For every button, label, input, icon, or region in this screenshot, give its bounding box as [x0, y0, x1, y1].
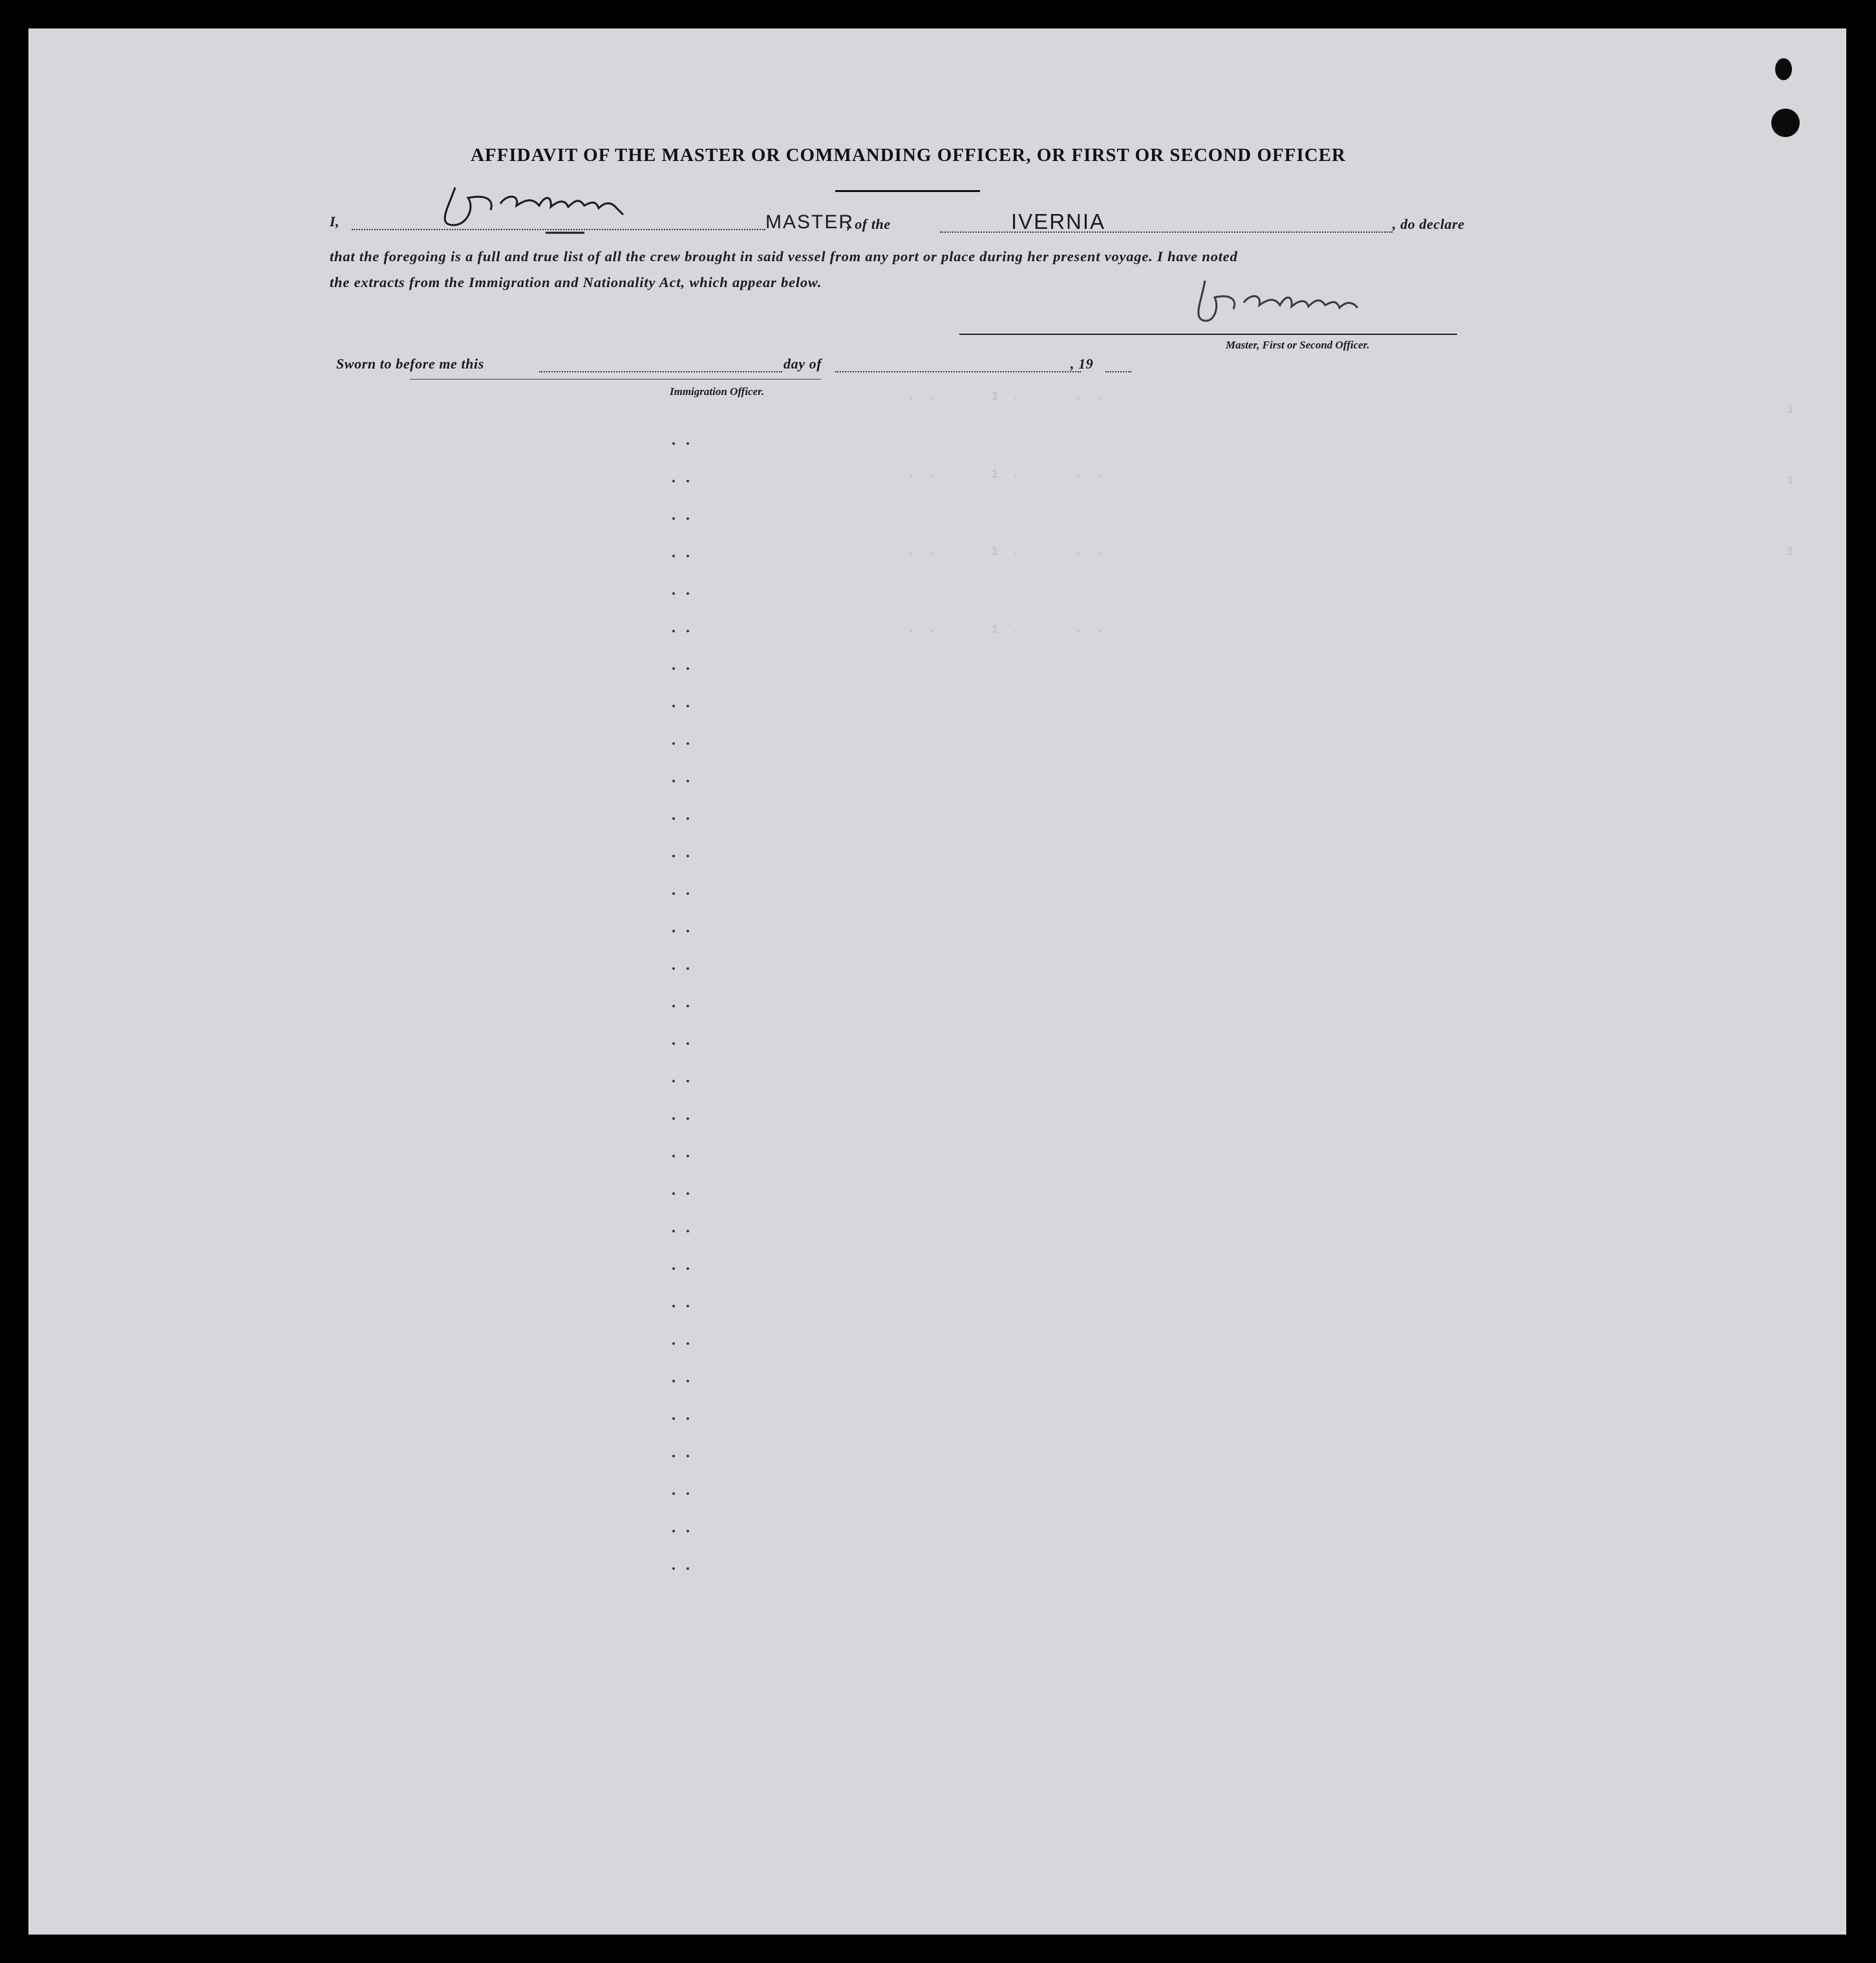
declaration-line-2: that the foregoing is a full and true list of all the crew brought in said vessel from any port or place during her present voyage. I have noted	[330, 248, 1238, 264]
ledger-dot	[672, 742, 675, 745]
sworn-month-field	[835, 371, 1081, 372]
ledger-dot	[672, 855, 675, 857]
ledger-dot	[687, 1567, 689, 1570]
sworn-year-field	[1105, 371, 1131, 372]
ledger-dot	[672, 1155, 675, 1157]
ledger-dot	[687, 1005, 689, 1007]
do-declare-label: , do declare	[1392, 216, 1465, 232]
signature-caption: Master, First or Second Officer.	[1226, 339, 1370, 351]
handwritten-signature-master	[1179, 274, 1373, 332]
ledger-dot	[672, 517, 675, 520]
ledger-dot	[687, 855, 689, 857]
ledger-dot	[672, 630, 675, 632]
ledger-dot	[687, 1305, 689, 1307]
sworn-label: Sworn to before me this	[336, 356, 484, 372]
ledger-dot	[672, 1005, 675, 1007]
ledger-dot	[672, 705, 675, 707]
ledger-dot	[687, 1342, 689, 1345]
ledger-dot	[672, 1230, 675, 1232]
ledger-dot	[687, 1117, 689, 1120]
ledger-dot	[672, 555, 675, 557]
vessel-field-line	[940, 231, 1392, 233]
ledger-dot	[687, 517, 689, 520]
punch-hole-bottom	[1771, 109, 1800, 137]
ledger-dot	[672, 1117, 675, 1120]
line1-prefix: I,	[330, 213, 340, 230]
ledger-dot	[687, 1492, 689, 1495]
ledger-dot	[687, 592, 689, 595]
ledger-dot	[687, 1530, 689, 1532]
ledger-dot	[672, 1530, 675, 1532]
ledger-dot	[672, 480, 675, 482]
ledger-dot	[672, 780, 675, 782]
ledger-dot	[687, 1042, 689, 1045]
document-sheet: . . 1 . . . . . 1 . . . . . 1 . . . . . 1 . . . 1 1 1 AFFIDAVIT OF THE MASTER OR COMMANDING OFFICER, OR FIRST OR SECOND OFFICER I, MASTER , of the IVERNIA , do declare that the foregoing is a full and true list of all the crew brought in said vessel from any port or place during her present voyage. I have noted the extracts from the Immigration and Nationality Act, which appear below. Master, First or Second Officer. Sworn to before me this day of , 19 Immigration Officer.	[28, 28, 1846, 1935]
ledger-dot	[687, 1455, 689, 1457]
ledger-dot	[687, 1417, 689, 1420]
affidavit-heading: AFFIDAVIT OF THE MASTER OR COMMANDING OFFICER, OR FIRST OR SECOND OFFICER	[471, 145, 1346, 166]
heading-rule	[835, 190, 980, 192]
ledger-dot	[687, 892, 689, 895]
ledger-dot	[672, 967, 675, 970]
ledger-dot	[672, 930, 675, 932]
ledger-dot	[672, 1192, 675, 1195]
ledger-dot	[687, 1267, 689, 1270]
signature-line	[959, 334, 1457, 335]
ledger-dot	[672, 1492, 675, 1495]
ledger-dot	[687, 930, 689, 932]
day-of-label: day of	[783, 356, 822, 372]
ledger-dot	[687, 742, 689, 745]
ledger-dot	[687, 1230, 689, 1232]
ledger-dot	[687, 1155, 689, 1157]
immigration-officer-caption: Immigration Officer.	[670, 385, 765, 398]
ledger-dot	[687, 630, 689, 632]
ledger-dot	[672, 1267, 675, 1270]
ledger-dot	[672, 1567, 675, 1570]
ledger-dot	[687, 555, 689, 557]
ledger-dot	[672, 1042, 675, 1045]
sworn-day-field	[539, 371, 782, 372]
immigration-officer-line	[410, 379, 821, 380]
ledger-dot	[672, 1455, 675, 1457]
ledger-dot	[687, 817, 689, 820]
ledger-dot	[687, 967, 689, 970]
ledger-dot	[687, 780, 689, 782]
declaration-line-3: the extracts from the Immigration and Nationality Act, which appear below.	[330, 274, 822, 290]
ledger-dot	[687, 1080, 689, 1082]
handwritten-signature-name	[429, 175, 649, 239]
ledger-dot	[687, 1380, 689, 1382]
ledger-dot	[672, 1380, 675, 1382]
ledger-dot	[672, 1080, 675, 1082]
ledger-dot	[687, 1192, 689, 1195]
ledger-dot	[672, 817, 675, 820]
ledger-dot	[687, 480, 689, 482]
ledger-dot	[687, 705, 689, 707]
ledger-dot	[687, 442, 689, 445]
vessel-value: IVERNIA	[1011, 209, 1106, 233]
ledger-dot	[672, 592, 675, 595]
of-the-label: , of the	[847, 216, 891, 232]
ledger-dot	[672, 1417, 675, 1420]
ledger-dot	[672, 1305, 675, 1307]
ledger-dot	[672, 442, 675, 445]
punch-hole-top	[1775, 58, 1792, 80]
year-label: , 19	[1071, 356, 1094, 372]
ledger-dot	[687, 667, 689, 670]
ledger-dot	[672, 667, 675, 670]
ledger-dot	[672, 892, 675, 895]
ledger-dot	[672, 1342, 675, 1345]
rank-value: MASTER	[765, 211, 855, 233]
